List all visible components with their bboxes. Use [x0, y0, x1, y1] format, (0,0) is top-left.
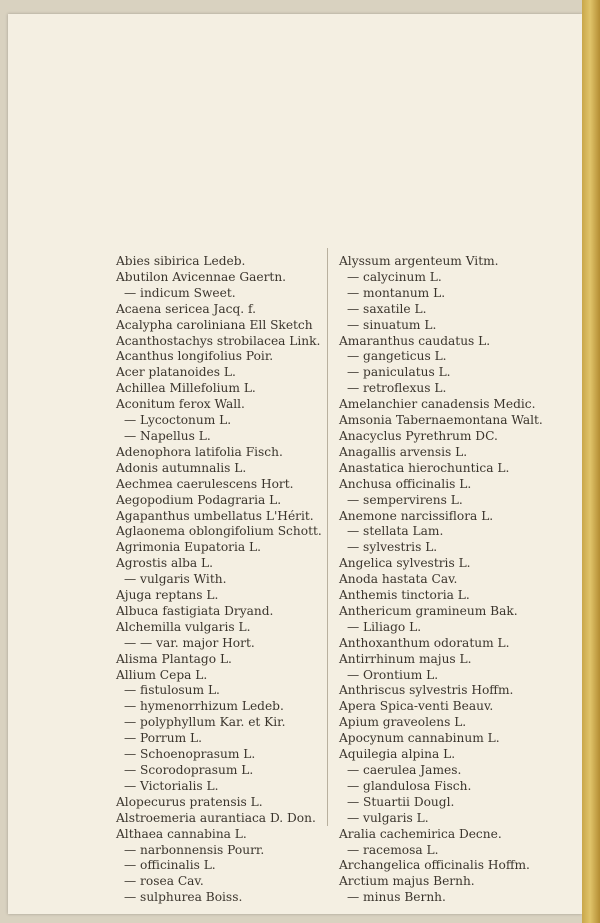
species-entry: — saxatile L.	[347, 301, 427, 316]
species-entry: Alopecurus pratensis L.	[116, 794, 263, 809]
species-entry: — Orontium L.	[347, 667, 439, 682]
species-entry: Archangelica officinalis Hoffm.	[339, 858, 530, 873]
species-entry: — officinalis L.	[124, 858, 216, 873]
species-entry: Amsonia Tabernaemontana Walt.	[339, 413, 543, 428]
species-entry: Acanthus longifolius Poir.	[116, 349, 274, 364]
species-entry: — Schoenoprasum L.	[124, 747, 256, 762]
species-entry: Abies sibirica Ledeb.	[116, 254, 246, 268]
species-entry: Aglaonema oblongifolium Schott.	[116, 524, 322, 539]
species-entry: — montanum L.	[347, 285, 446, 300]
book-spine-edge	[582, 0, 600, 923]
species-entry: — vulgaris L.	[347, 810, 429, 825]
species-entry: Aquilegia alpina L.	[339, 747, 456, 762]
species-entry: Abutilon Avicennae Gaertn.	[116, 269, 287, 284]
species-entry: Acaena sericea Jacq. f.	[116, 301, 256, 316]
species-entry: Anthoxanthum odoratum L.	[339, 635, 510, 650]
species-entry: Antirrhinum majus L.	[339, 651, 472, 666]
species-entry: — caerulea James.	[347, 763, 462, 777]
species-entry: Adonis autumnalis L.	[116, 460, 247, 475]
species-entry: — indicum Sweet.	[124, 285, 236, 300]
species-entry: — rosea Cav.	[124, 874, 204, 889]
species-entry: — polyphyllum Kar. et Kir.	[124, 715, 286, 730]
species-entry: — hymenorrhizum Ledeb.	[124, 699, 284, 714]
species-entry: Anthriscus sylvestris Hoffm.	[339, 683, 514, 698]
species-entry: — Porrum L.	[124, 731, 203, 746]
species-entry: — retroflexus L.	[347, 381, 447, 396]
species-entry: Achillea Millefolium L.	[116, 381, 256, 396]
species-entry: Anemone narcissiflora L.	[339, 508, 494, 523]
species-entry: Alstroemeria aurantiaca D. Don.	[116, 810, 316, 825]
species-entry: — racemosa L.	[347, 842, 439, 857]
species-entry: Aconitum ferox Wall.	[116, 397, 245, 412]
species-entry: — narbonnensis Pourr.	[124, 842, 265, 857]
species-entry: Angelica sylvestris L.	[339, 556, 471, 571]
species-entry: — Lycoctonum L.	[124, 413, 232, 428]
species-entry: — Stuartii Dougl.	[347, 794, 455, 809]
species-entry: Adenophora latifolia Fisch.	[116, 444, 283, 459]
species-entry: — — var. major Hort.	[124, 635, 255, 650]
species-entry: Acalypha caroliniana Ell Sketch	[116, 317, 313, 332]
species-entry: Anthericum gramineum Bak.	[339, 603, 518, 618]
species-entry: Agrimonia Eupatoria L.	[116, 540, 261, 555]
species-entry: Apocynum cannabinum L.	[339, 731, 500, 746]
species-entry: — calycinum L.	[347, 269, 442, 284]
species-entry: Apera Spica-venti Beauv.	[339, 699, 494, 714]
species-entry: Anacyclus Pyrethrum DC.	[339, 428, 498, 443]
species-entry: Amaranthus caudatus L.	[339, 333, 491, 348]
species-entry: Aralia cachemirica Decne.	[339, 826, 502, 841]
species-entry: — sylvestris L.	[347, 540, 438, 555]
species-entry: Amelanchier canadensis Medic.	[339, 397, 536, 412]
species-entry: Allium Cepa L.	[116, 667, 208, 682]
species-entry: — Scorodoprasum L.	[124, 763, 254, 777]
right-column	[339, 254, 543, 906]
species-entry: Aegopodium Podagraria L.	[116, 492, 282, 507]
species-entry: Alisma Plantago L.	[116, 651, 232, 666]
species-entry: — paniculatus L.	[347, 365, 451, 380]
species-entry: Anchusa officinalis L.	[339, 476, 472, 491]
species-entry: Anagallis arvensis L.	[339, 444, 468, 459]
species-entry: — minus Bernh.	[347, 890, 446, 905]
species-entry: — sulphurea Boiss.	[124, 890, 243, 905]
column-divider	[327, 248, 328, 826]
species-entry: Agapanthus umbellatus L'Hérit.	[116, 508, 314, 523]
species-entry: Albuca fastigiata Dryand.	[116, 603, 274, 618]
species-entry: Anastatica hierochuntica L.	[339, 460, 510, 475]
species-entry: Agrostis alba L.	[116, 556, 214, 571]
species-entry: Anoda hastata Cav.	[339, 572, 458, 587]
species-entry: Arctium majus Bernh.	[339, 874, 475, 889]
species-entry: — sinuatum L.	[347, 317, 437, 332]
species-entry: — stellata Lam.	[347, 524, 444, 539]
species-entry: — Liliago L.	[347, 619, 422, 634]
species-entry: Aechmea caerulescens Hort.	[116, 476, 294, 491]
species-entry: Acanthostachys strobilacea Link.	[116, 333, 321, 348]
species-entry: Ajuga reptans L.	[116, 588, 219, 603]
species-entry: — fistulosum L.	[124, 683, 220, 698]
species-entry: — Victorialis L.	[124, 778, 219, 793]
species-entry: — glandulosa Fisch.	[347, 778, 472, 793]
species-entry: — sempervirens L.	[347, 492, 463, 507]
species-entry: — Napellus L.	[124, 428, 211, 443]
left-column	[116, 254, 322, 906]
species-entry: Alyssum argenteum Vitm.	[339, 254, 499, 268]
species-entry: — gangeticus L.	[347, 349, 447, 364]
species-entry: — vulgaris With.	[124, 572, 227, 587]
species-entry: Alchemilla vulgaris L.	[116, 619, 251, 634]
species-entry: Acer platanoides L.	[116, 365, 236, 380]
species-entry: Apium graveolens L.	[339, 715, 467, 730]
species-entry: Anthemis tinctoria L.	[339, 588, 470, 603]
species-entry: Althaea cannabina L.	[116, 826, 247, 841]
